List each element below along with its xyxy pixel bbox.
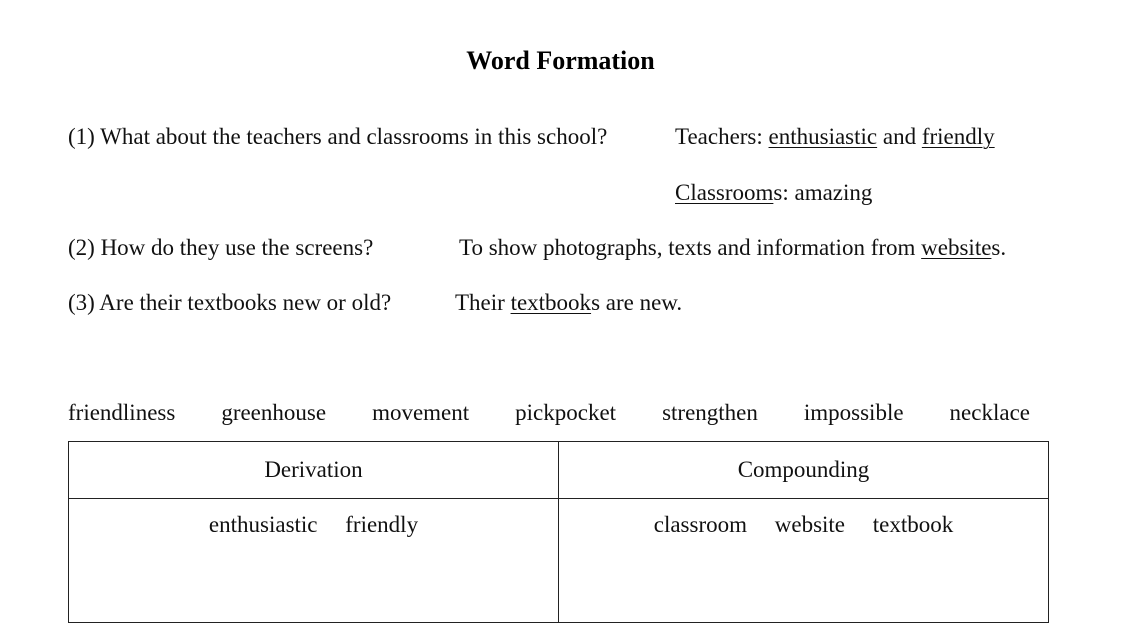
answer-text: s. bbox=[991, 235, 1007, 260]
answer-3 bbox=[455, 288, 682, 318]
compounding-example: textbook bbox=[872, 512, 954, 537]
answer-1-line-1 bbox=[675, 122, 995, 152]
word-bank-item: strengthen bbox=[662, 400, 758, 425]
table-row bbox=[69, 499, 1049, 623]
underlined-word: textbook bbox=[510, 290, 592, 315]
answer-1-line-2 bbox=[675, 178, 872, 208]
word-bank-item: pickpocket bbox=[515, 400, 617, 425]
underlined-word: enthusiastic bbox=[768, 124, 878, 149]
word-bank-item: greenhouse bbox=[221, 400, 327, 425]
answer-text: s: amazing bbox=[773, 180, 873, 205]
compounding-example: classroom bbox=[653, 512, 747, 537]
underlined-word: Classroom bbox=[675, 180, 774, 205]
question-1: (1) What about the teachers and classrooms in this school? bbox=[68, 124, 608, 149]
word-bank bbox=[68, 398, 1030, 428]
derivation-header: Derivation bbox=[69, 442, 559, 499]
underlined-word: friendly bbox=[921, 124, 995, 149]
answer-2 bbox=[459, 233, 1006, 263]
table-header-row bbox=[69, 442, 1049, 499]
word-bank-item: friendliness bbox=[68, 400, 176, 425]
answer-text: s are new. bbox=[591, 290, 683, 315]
answer-text: Teachers: bbox=[675, 124, 769, 149]
derivation-example: enthusiastic bbox=[208, 512, 318, 537]
answer-text: To show photographs, texts and information from bbox=[459, 235, 922, 260]
compounding-example: website bbox=[774, 512, 846, 537]
derivation-example: friendly bbox=[345, 512, 419, 537]
answer-text: Their bbox=[455, 290, 511, 315]
page-title: Word Formation bbox=[466, 46, 655, 75]
compounding-cell bbox=[559, 499, 1049, 623]
question-3: (3) Are their textbooks new or old? bbox=[68, 290, 392, 315]
question-2: (2) How do they use the screens? bbox=[68, 235, 374, 260]
classification-table bbox=[68, 441, 1049, 623]
derivation-cell bbox=[69, 499, 559, 623]
answer-text: and bbox=[877, 124, 922, 149]
word-bank-item: necklace bbox=[949, 400, 1030, 425]
underlined-word: website bbox=[921, 235, 992, 260]
compounding-header: Compounding bbox=[559, 442, 1049, 499]
word-bank-item: movement bbox=[372, 400, 470, 425]
word-bank-item: impossible bbox=[803, 400, 904, 425]
